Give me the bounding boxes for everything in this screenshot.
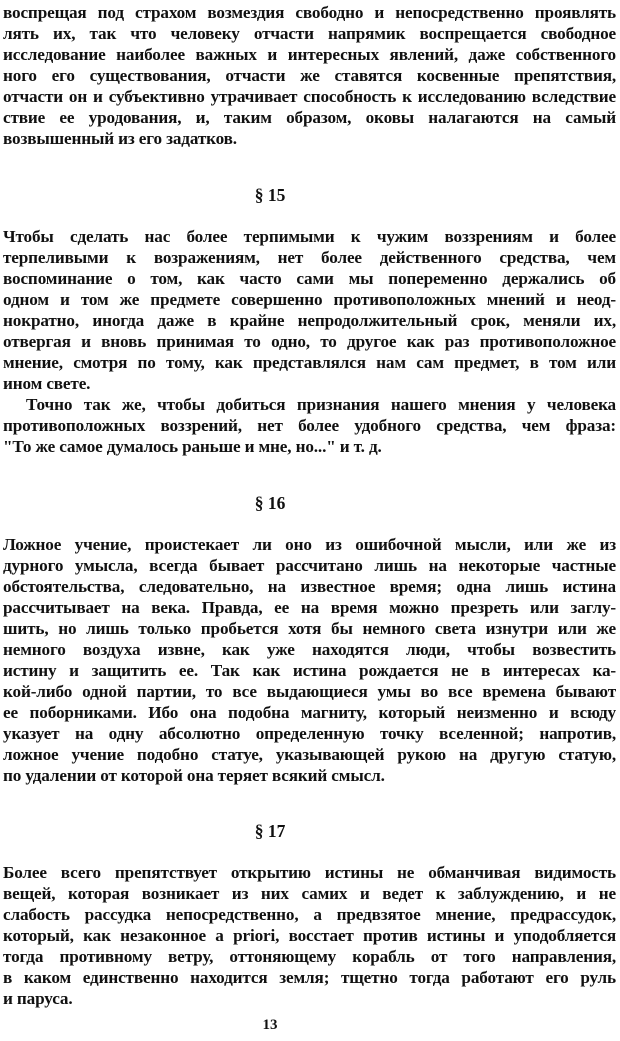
text-line: Ложное учение, проистекает ли оно из ошибочной мысли, или же из xyxy=(3,535,616,554)
text-line: и паруса. xyxy=(3,989,73,1008)
text-line: ствие ее уродования, и, таким образом, оковы налагаются на самый xyxy=(3,108,616,127)
text-line: истину и защитить ее. Так как истина рождается не в интересах ка- xyxy=(3,661,616,680)
text-line: который, как незаконное a priori, восстает против истины и уподобляется xyxy=(3,926,616,945)
text-line: кой-либо одной партии, то все выдающиеся умы во все времена бывают xyxy=(3,682,616,701)
section-heading-17: § 17 xyxy=(254,821,286,841)
text-line: возвышенный из его задатков. xyxy=(3,129,237,148)
text-line: ложное учение подобно статуе, указывающей рукою на другую статую, xyxy=(3,745,616,764)
text-line: дурного умысла, всегда бывает рассчитано лишь на некоторые частные xyxy=(3,556,616,575)
text-line: мнение, смотря по тому, как представлялся нам сам предмет, в том или xyxy=(3,353,616,372)
page-number: 13 xyxy=(262,1017,278,1033)
section-heading-16: § 16 xyxy=(254,493,286,513)
text-line: по удалении от которой она теряет всякий смысл. xyxy=(3,766,385,785)
text-line: тогда противному ветру, оттоняющему корабль от того направления, xyxy=(3,947,616,966)
text-line: исследование наиболее важных и интересных явлений, даже собственного xyxy=(3,45,616,64)
text-line: в каком единственно находится земля; тщетно тогда работают его руль xyxy=(3,968,616,987)
section-heading-15: § 15 xyxy=(254,185,286,205)
text-line: Более всего препятствует открытию истины не обманчивая видимость xyxy=(3,863,616,882)
text-line: шить, но лишь только пробьется хотя бы немного света изнутри или же xyxy=(3,619,616,638)
text-line: указует на одну абсолютно определенную точку вселенной; напротив, xyxy=(3,724,616,743)
text-line: противоположных воззрений, нет более удобного средства, чем фраза: xyxy=(3,416,616,435)
text-line: ином свете. xyxy=(3,374,91,393)
text-line: отчасти он и субъективно утрачивает способность к исследованию вследствие xyxy=(3,87,616,106)
text-line: воспоминание о том, как часто сами мы попеременно держались об xyxy=(3,269,616,288)
text-line: обстоятельства, следовательно, на известное время; одна лишь истина xyxy=(3,577,616,596)
text-line: ного его существования, отчасти же ставятся косвенные препятствия, xyxy=(3,66,616,85)
text-line: отвергая и вновь принимая то одно, то другое как раз противоположное xyxy=(3,332,616,351)
text-line: ее поборниками. Ибо она подобна магниту, который неизменно и всюду xyxy=(3,703,616,722)
text-line: лять их, так что человеку отчасти напрямик воспрещается свободное xyxy=(3,24,616,43)
text-line: Чтобы сделать нас более терпимыми к чужим воззрениям и более xyxy=(3,227,616,246)
text-line: слабость рассудка непосредственно, а предвзятое мнение, предрассудок, xyxy=(3,905,616,924)
text-line: одном и том же предмете совершенно противоположных мнений и неод- xyxy=(3,290,616,309)
text-line: вещей, которая возникает из них самих и ведет к заблуждению, и не xyxy=(3,884,616,903)
text-line: воспрещая под страхом возмездия свободно и непосредственно проявлять xyxy=(3,3,616,22)
text-line: немного воздуха извне, как уже находятся люди, чтобы возвестить xyxy=(3,640,616,659)
text-line: рассчитывает на века. Правда, ее на время можно презреть или заглу- xyxy=(3,598,616,617)
text-line: Точно так же, чтобы добиться признания нашего мнения у человека xyxy=(26,395,616,414)
text-line: нократно, иногда даже в крайне непродолжительный срок, меняли их, xyxy=(3,311,616,330)
text-line: "То же самое думалось раньше и мне, но..." и т. д. xyxy=(3,437,382,456)
text-line: терпеливыми к возражениям, нет более действенного средства, чем xyxy=(3,248,616,267)
